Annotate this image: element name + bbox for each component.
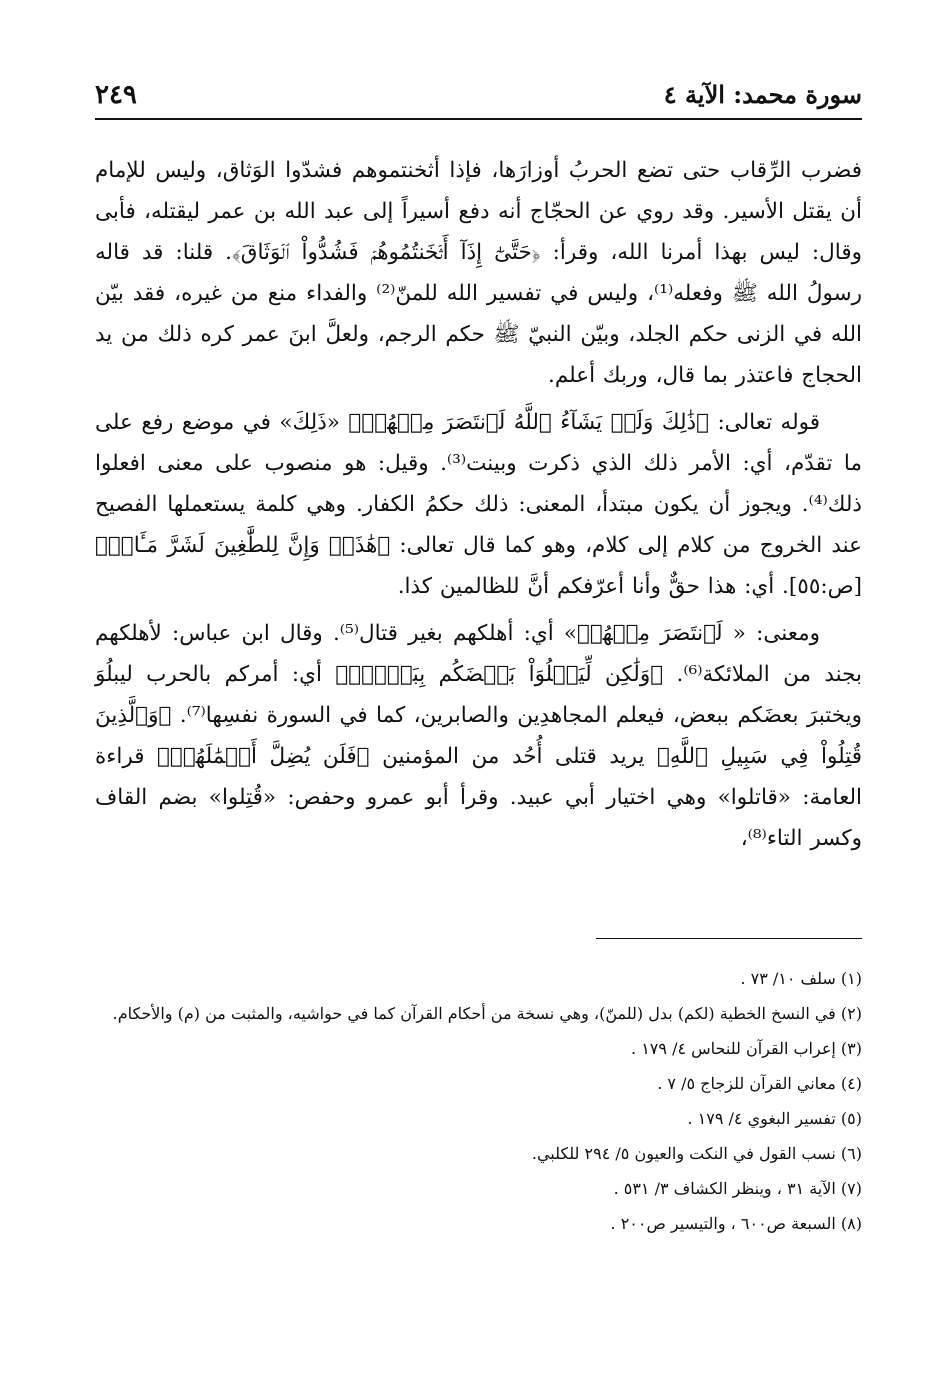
paragraph-3: ومعنى: « لَٱنتَصَرَ مِنۡهُمۡ» أي: أهلكهم بغير قتال⁽⁵⁾. وقال ابن عباس: لأهلكهم بجند من الملائكة⁽⁶⁾. ﴿وَلَٰكِن لِّيَبۡلُوَاْ بَعۡضَكُم بِبَعۡضٖۗ﴾ أي: أمركم بالحرب ليبلُوَ ويختبرَ بعضَكم ببعض، فيعلم المجاهدِين والصابرين، كما في السورة نفسِها⁽⁷⁾. ﴿وَٱلَّذِينَ قُتِلُواْ فِي سَبِيلِ ٱللَّهِ﴾ يريد قتلى أُحُد من المؤمنين ﴿فَلَن يُضِلَّ أَعۡمَٰلَهُمۡ﴾ قراءة العامة: «قاتلوا» وهي اختيار أبي عبيد. وقرأ أبو عمرو وحفص: «قُتِلوا» بضم القاف وكسر التاء⁽⁸⁾، [95, 621, 862, 851]
footnote-divider [596, 938, 862, 939]
footnote-4: (٤) معاني القرآن للزجاج ٥/ ٧ . [657, 1074, 862, 1093]
footnotes [95, 965, 862, 1245]
footnote-1: (١) سلف ١٠/ ٧٣ . [740, 969, 862, 988]
paragraph-1: فضرب الرِّقاب حتى تضع الحربُ أوزارَها، فإذا أثخنتموهم فشدّوا الوَثاق، وليس للإمام أن يقتل الأسير. وقد روي عن الحجّاج أنه دفع أسيراً إلى عبد الله بن عمر ليقتله، فأبى وقال: ليس بهذا أمرنا الله، وقرأ: ﴿حَتَّىٰٓ إِذَآ أَثۡخَنتُمُوهُمۡ فَشُدُّواْ ٱلۡوَثَاقَ﴾. قلنا: قد قاله رسولُ الله ﷺ وفعله⁽¹⁾، وليس في تفسير الله للمنّ⁽²⁾ والفداء منع من غيره، فقد بيّن الله في الزنى حكم الجلد، وبيّن النبيّ ﷺ حكم الرجم، ولعلَّ ابنَ عمر كره ذلك من يد الحجاج فاعتذر بما قال، وربك أعلم. [95, 158, 863, 388]
footnote-8: (٨) السبعة ص٦٠٠ ، والتيسير ص٢٠٠ . [610, 1214, 862, 1233]
page-number: ٢٤٩ [95, 80, 137, 110]
running-header [95, 78, 862, 120]
paragraph-2: قوله تعالى: ﴿ذَٰلِكَ وَلَوۡ يَشَآءُ ٱللَّهُ لَٱنتَصَرَ مِنۡهُمۡ﴾ «ذَلِكَ» في موضع رفع على ما تقدّم، أي: الأمر ذلك الذي ذكرت وبينت⁽³⁾. وقيل: هو منصوب على معنى افعلوا ذلك⁽⁴⁾. ويجوز أن يكون مبتدأ، المعنى: ذلك حكمُ الكفار. وهي كلمة يستعملها الفصيح عند الخروج من كلام إلى كلام، وهو كما قال تعالى: ﴿هَٰذَاۚ وَإِنَّ لِلطَّٰغِينَ لَشَرَّ مَـَٔابٖ﴾ [ص:٥٥]. أي: هذا حقٌّ وأنا أعرّفكم أنَّ للظالمين كذا. [95, 410, 862, 599]
surah-title: سورة محمد: الآية ٤ [663, 80, 862, 109]
footnote-7: (٧) الآية ٣١ ، وينظر الكشاف ٣/ ٥٣١ . [613, 1179, 862, 1198]
footnote-2: (٢) في النسخ الخطية (لكم) بدل (للمنّ)، وهي نسخة من أحكام القرآن كما في حواشيه، والمثبت من (م) والأحكام. [112, 1004, 862, 1023]
footnote-3: (٣) إعراب القرآن للنحاس ٤/ ١٧٩ . [631, 1039, 862, 1058]
footnote-5: (٥) تفسير البغوي ٤/ ١٧٩ . [687, 1109, 862, 1128]
main-text [95, 150, 862, 865]
footnote-6: (٦) نسب القول في النكت والعيون ٥/ ٢٩٤ للكلبي. [531, 1144, 862, 1163]
